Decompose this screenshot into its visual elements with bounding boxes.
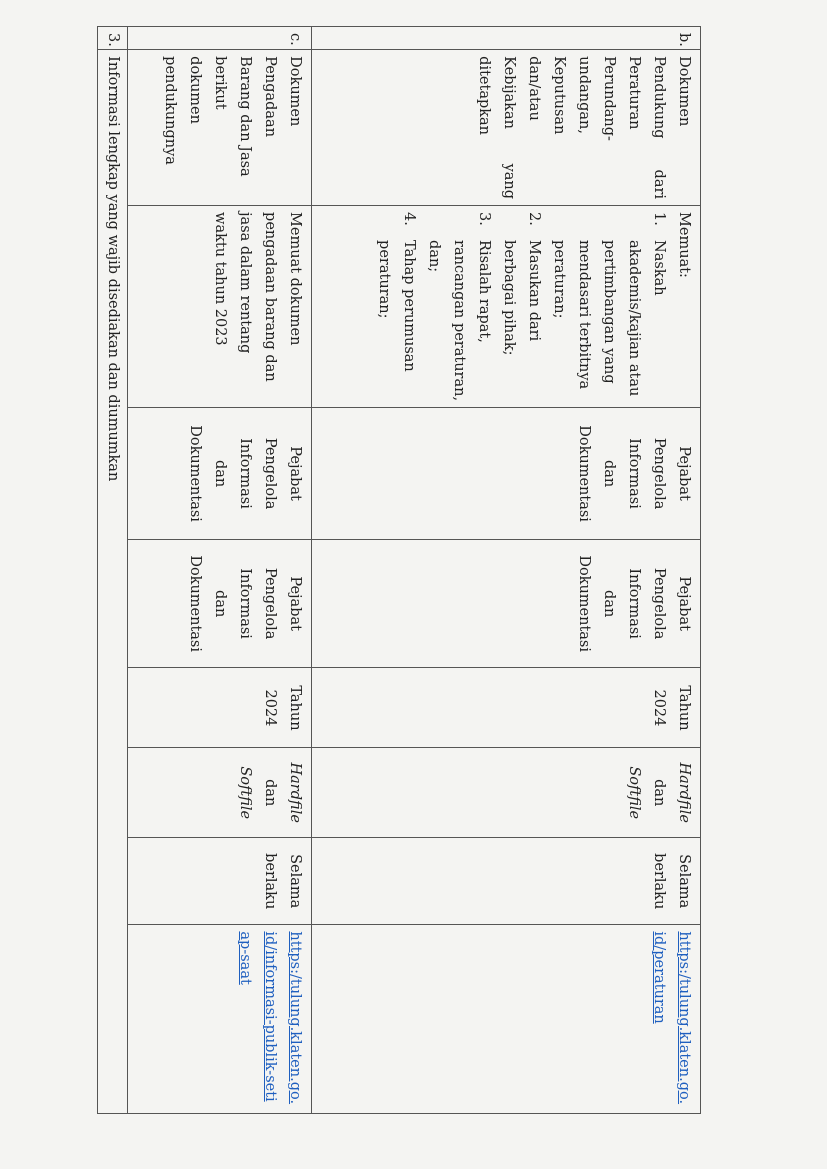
ringkasan-item — [421, 212, 496, 402]
cell-line: dan — [212, 459, 228, 488]
section-number: 3. — [98, 27, 128, 50]
cell-line: Pendukung dari — [651, 56, 667, 200]
penanggung-jawab-lines — [571, 546, 696, 662]
penanggung-jawab-cell — [128, 539, 312, 668]
bentuk-softfile: Softfile — [237, 766, 253, 820]
bentuk-hardfile: Hardfile — [676, 762, 692, 823]
cell-line: Pejabat — [287, 446, 303, 501]
cell-line: dan — [601, 459, 617, 488]
item-text: Tahap perumusan peraturan; — [376, 240, 417, 372]
cell-line: Pengadaan — [262, 56, 278, 138]
section-3-row — [98, 27, 128, 1114]
bentuk-dan: dan — [262, 779, 278, 807]
cell-line: Peraturan — [626, 56, 642, 130]
pejabat-penguasa-lines — [571, 414, 696, 533]
cell-line: Tahun — [676, 685, 692, 731]
cell-line: berikut — [212, 56, 228, 110]
section-title: Informasi lengkap yang wajib disediakan dan diumumkan — [98, 50, 128, 1114]
jangka-waktu-cell — [128, 837, 312, 924]
cell-line: Pengelola — [651, 437, 667, 510]
bentuk-dan: dan — [651, 779, 667, 807]
cell-line: 2024 — [262, 689, 278, 727]
cell-line: berlaku — [262, 853, 278, 910]
ringkasan-title: Memuat: — [676, 212, 692, 278]
waktu-lines — [257, 674, 307, 741]
pejabat-penguasa-lines — [182, 414, 307, 533]
cell-line: Pejabat — [676, 576, 692, 631]
ringkasan-cell — [128, 206, 312, 408]
ringkasan-item — [546, 212, 671, 401]
item-text: Risalah rapat, rancangan peraturan, dan; — [426, 240, 492, 402]
row-number: b. — [312, 27, 701, 50]
item-text: Naskah akademis/kajian atau pertimbangan yang mendasari terbitnya peraturan; — [551, 240, 667, 397]
ringkasan-item — [496, 212, 546, 401]
bentuk-softfile: Softfile — [626, 766, 642, 820]
information-list-table — [97, 26, 701, 1114]
rotated-table-wrapper — [105, 26, 701, 1114]
cell-line: Dokumentasi — [187, 555, 203, 653]
cell-line: Dokumen — [676, 56, 692, 127]
penanggung-jawab-lines — [182, 546, 307, 662]
ringkasan-list — [371, 212, 671, 401]
cell-line: Informasi — [626, 568, 642, 639]
cell-line: Selama — [676, 854, 692, 909]
cell-line: Dokumentasi — [576, 425, 592, 522]
jangka-waktu-lines — [257, 844, 307, 918]
table-row-c — [128, 27, 312, 1114]
jenis-informasi-cell — [128, 50, 312, 206]
informasi-publik-link[interactable]: https:/tulung.klaten.go.id/informasi-publik-setiap-saat — [237, 931, 303, 1105]
cell-line: Dokumen — [287, 56, 303, 127]
waktu-cell — [128, 668, 312, 748]
cell-line: ditetapkan — [476, 56, 492, 136]
cell-line: undangan, — [576, 56, 592, 134]
cell-line: Informasi — [237, 438, 253, 509]
ringkasan-text: Memuat dokumen pengadaan barang dan jasa dalam rentang waktu tahun 2023 — [212, 212, 303, 382]
cell-line: pendukungnya — [162, 56, 178, 165]
cell-line: 2024 — [651, 689, 667, 727]
cell-line: Kebijakan yang — [501, 56, 517, 200]
cell-line: Pejabat — [676, 446, 692, 501]
cell-line: dan — [212, 590, 228, 618]
cell-line: Pengelola — [651, 567, 667, 640]
jenis-informasi-lines — [471, 56, 696, 199]
table-row-b — [312, 27, 701, 1114]
cell-line: Pengelola — [262, 437, 278, 510]
bentuk-hardfile: Hardfile — [287, 762, 303, 823]
cell-line: Informasi — [237, 568, 253, 639]
cell-line: dan/atau — [526, 56, 542, 121]
link-cell — [128, 925, 312, 1114]
waktu-cell — [312, 668, 701, 748]
bentuk-informasi-cell — [128, 748, 312, 838]
row-number: c. — [128, 27, 312, 50]
jangka-waktu-cell — [312, 837, 701, 924]
jenis-informasi-cell — [312, 50, 701, 206]
bentuk-informasi-cell — [312, 748, 701, 838]
item-number: 2. — [526, 212, 542, 226]
jenis-informasi-lines — [157, 56, 307, 199]
penanggung-jawab-cell — [312, 539, 701, 668]
cell-line: Keputusan — [551, 56, 567, 135]
item-number: 3. — [476, 212, 492, 226]
cell-line: Barang dan Jasa — [237, 56, 253, 177]
item-number: 4. — [401, 212, 417, 226]
pejabat-penguasa-cell — [128, 408, 312, 540]
cell-line: berlaku — [651, 853, 667, 910]
ringkasan-item — [371, 212, 421, 401]
cell-line: Selama — [287, 854, 303, 909]
link-cell — [312, 925, 701, 1114]
waktu-lines — [646, 674, 696, 741]
item-text: Masukan dari berbagai pihak; — [501, 240, 542, 356]
cell-line: Dokumentasi — [576, 555, 592, 653]
item-number: 1. — [651, 212, 667, 226]
cell-line: dokumen — [187, 56, 203, 124]
cell-line: Pejabat — [287, 576, 303, 631]
cell-line: Tahun — [287, 685, 303, 731]
peraturan-link[interactable]: https:/tulung.klaten.go.id/peraturan — [651, 931, 692, 1105]
cell-line: Perundang- — [601, 56, 617, 141]
cell-line: Dokumentasi — [187, 425, 203, 522]
cell-line: Pengelola — [262, 567, 278, 640]
pejabat-penguasa-cell — [312, 408, 701, 540]
cell-line: dan — [601, 590, 617, 618]
ringkasan-cell — [312, 206, 701, 408]
jangka-waktu-lines — [646, 844, 696, 918]
cell-line: Informasi — [626, 438, 642, 509]
